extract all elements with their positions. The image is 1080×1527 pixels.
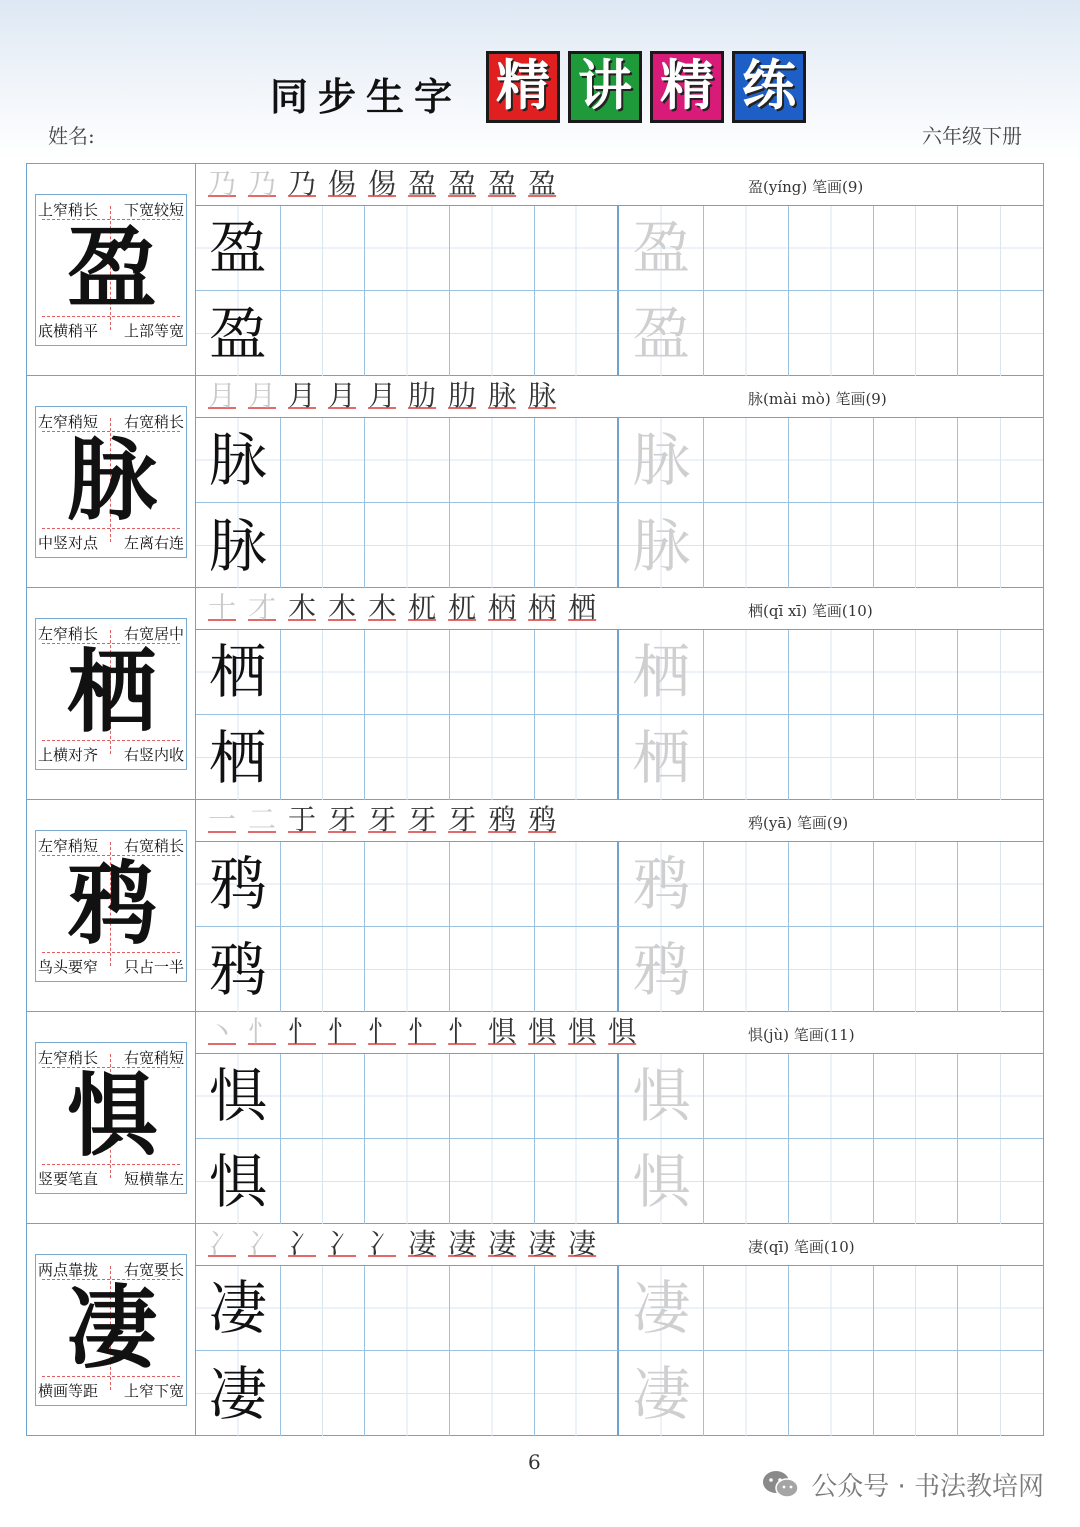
model-character: 凄 xyxy=(208,1359,267,1428)
page-number: 6 xyxy=(528,1450,541,1474)
char-section xyxy=(27,800,1043,1012)
model-character: 鸦 xyxy=(208,935,267,1004)
stroke-step: 月 xyxy=(288,379,317,412)
model-character: 脉 xyxy=(208,511,267,580)
practice-cell[interactable] xyxy=(450,630,535,715)
stroke-order-row xyxy=(196,588,1043,630)
writing-tip: 左窄稍长 xyxy=(38,1049,99,1067)
trace-character: 鸦 xyxy=(632,935,691,1004)
practice-cell[interactable] xyxy=(958,1351,1043,1436)
stroke-step: 月 xyxy=(248,379,277,412)
practice-cell[interactable] xyxy=(789,1266,874,1351)
writing-tip: 上部等宽 xyxy=(123,322,184,340)
writing-tip: 右宽稍短 xyxy=(123,1049,184,1067)
practice-cell[interactable] xyxy=(365,206,450,291)
practice-cell[interactable] xyxy=(281,715,366,800)
stroke-step: 月 xyxy=(208,379,237,412)
practice-cell[interactable] xyxy=(874,1054,959,1139)
stroke-step: 盈 xyxy=(408,167,437,200)
watermark-text: 公众号 · 书法教培网 xyxy=(811,1472,1044,1502)
practice-cell[interactable] xyxy=(281,1139,366,1224)
practice-cell[interactable] xyxy=(450,842,535,927)
practice-cell[interactable] xyxy=(450,291,535,376)
char-section xyxy=(27,164,1043,376)
practice-cell[interactable] xyxy=(281,503,366,588)
stroke-step: 乃 xyxy=(288,167,317,200)
wechat-icon xyxy=(761,1469,801,1501)
stroke-step: 月 xyxy=(328,379,357,412)
practice-cell[interactable] xyxy=(789,291,874,376)
name-label: 姓名: xyxy=(48,124,95,148)
watermark xyxy=(761,1466,1044,1503)
demo-box xyxy=(35,1254,187,1406)
model-character: 栖 xyxy=(208,638,267,706)
page-title: 同步生字 xyxy=(270,75,463,119)
trace-character: 盈 xyxy=(632,214,691,282)
stroke-order-row xyxy=(196,164,1043,206)
stroke-sequence xyxy=(208,1014,636,1050)
practice-cell[interactable] xyxy=(704,1054,789,1139)
writing-tip: 右宽要长 xyxy=(123,1261,184,1279)
writing-tip: 只占一半 xyxy=(123,958,184,976)
practice-cell[interactable] xyxy=(619,927,704,1012)
practice-cell[interactable] xyxy=(196,206,281,291)
practice-cell[interactable] xyxy=(450,503,535,588)
stroke-step: 杌 xyxy=(448,591,477,624)
practice-cell[interactable] xyxy=(874,291,959,376)
stroke-step: 丶 xyxy=(208,1015,237,1048)
writing-tip: 下宽较短 xyxy=(123,201,184,219)
practice-cell[interactable] xyxy=(704,630,789,715)
char-info: 惧(jù) 笔画(11) xyxy=(748,1026,855,1044)
practice-cell[interactable] xyxy=(365,715,450,800)
stroke-step: 冫 xyxy=(248,1227,277,1260)
stroke-step: 忄 xyxy=(368,1015,397,1048)
title-tile: 精 xyxy=(486,51,560,123)
char-section xyxy=(27,1012,1043,1224)
stroke-step: 乃 xyxy=(248,167,277,200)
demo-box xyxy=(35,1042,187,1194)
practice-cell[interactable] xyxy=(958,630,1043,715)
demo-character: 鸦 xyxy=(67,851,157,957)
stroke-step: 栖 xyxy=(568,591,597,624)
practice-cell[interactable] xyxy=(281,291,366,376)
char-info: 盈(yíng) 笔画(9) xyxy=(748,178,864,196)
model-character: 脉 xyxy=(208,426,267,494)
stroke-step: 肋 xyxy=(448,379,477,412)
practice-grid xyxy=(196,842,1043,1012)
practice-cell[interactable] xyxy=(704,291,789,376)
practice-cell[interactable] xyxy=(535,842,620,927)
stroke-step: 惧 xyxy=(528,1015,557,1048)
practice-cell[interactable] xyxy=(281,206,366,291)
trace-character: 脉 xyxy=(632,426,691,494)
practice-cell[interactable] xyxy=(619,503,704,588)
stroke-step: 忄 xyxy=(408,1015,437,1048)
trace-character: 凄 xyxy=(632,1274,691,1342)
demo-character: 盈 xyxy=(67,215,157,321)
stroke-step: 木 xyxy=(328,591,357,624)
practice-cell[interactable] xyxy=(704,503,789,588)
practice-cell[interactable] xyxy=(535,1054,620,1139)
practice-cell[interactable] xyxy=(535,291,620,376)
practice-cell[interactable] xyxy=(196,1266,281,1351)
practice-cell[interactable] xyxy=(704,1266,789,1351)
practice-cell[interactable] xyxy=(619,715,704,800)
practice-cell[interactable] xyxy=(874,715,959,800)
trace-character: 栖 xyxy=(632,723,691,792)
practice-cell[interactable] xyxy=(619,1139,704,1224)
writing-tip: 上窄下宽 xyxy=(123,1382,184,1400)
practice-grid xyxy=(196,1266,1043,1436)
practice-cell[interactable] xyxy=(365,1139,450,1224)
stroke-order-row xyxy=(196,800,1043,842)
practice-cell[interactable] xyxy=(281,842,366,927)
trace-character: 鸦 xyxy=(632,850,691,918)
stroke-step: 冫 xyxy=(368,1227,397,1260)
practice-grid xyxy=(196,206,1043,376)
stroke-step: 肋 xyxy=(408,379,437,412)
practice-cell[interactable] xyxy=(196,418,281,503)
trace-character: 凄 xyxy=(632,1359,691,1428)
practice-cell[interactable] xyxy=(281,927,366,1012)
trace-character: 脉 xyxy=(632,511,691,580)
stroke-step: 凄 xyxy=(568,1227,597,1260)
writing-tip: 左离右连 xyxy=(123,534,184,552)
writing-tip: 左窄稍短 xyxy=(38,837,99,855)
practice-cell[interactable] xyxy=(450,418,535,503)
practice-cell[interactable] xyxy=(535,1139,620,1224)
practice-cell[interactable] xyxy=(874,1351,959,1436)
practice-cell[interactable] xyxy=(958,927,1043,1012)
title-tile: 精 xyxy=(650,51,724,123)
writing-tip: 右宽居中 xyxy=(123,625,184,643)
practice-cell[interactable] xyxy=(535,503,620,588)
practice-cell[interactable] xyxy=(365,842,450,927)
stroke-step: 牙 xyxy=(448,803,477,836)
char-info: 鸦(yā) 笔画(9) xyxy=(748,814,849,832)
writing-tip: 中竖对点 xyxy=(38,534,99,552)
practice-grid xyxy=(196,1054,1043,1224)
char-info: 栖(qī xī) 笔画(10) xyxy=(748,602,873,620)
practice-cell[interactable] xyxy=(958,291,1043,376)
stroke-step: 惧 xyxy=(608,1015,637,1048)
demo-character: 脉 xyxy=(67,427,157,533)
practice-cell[interactable] xyxy=(450,1139,535,1224)
stroke-step: 柄 xyxy=(488,591,517,624)
writing-tip: 右竖内收 xyxy=(123,746,184,764)
practice-cell[interactable] xyxy=(450,206,535,291)
stroke-sequence xyxy=(208,1226,596,1262)
practice-cell[interactable] xyxy=(789,842,874,927)
practice-cell[interactable] xyxy=(958,418,1043,503)
practice-cell[interactable] xyxy=(196,630,281,715)
stroke-step: 一 xyxy=(208,803,237,836)
demo-area xyxy=(27,376,196,587)
practice-cell[interactable] xyxy=(958,715,1043,800)
stroke-step: 盈 xyxy=(528,167,557,200)
char-info: 脉(mài mò) 笔画(9) xyxy=(748,390,887,408)
stroke-step: 月 xyxy=(368,379,397,412)
demo-area xyxy=(27,800,196,1011)
practice-cell[interactable] xyxy=(196,291,281,376)
demo-character: 栖 xyxy=(67,639,157,745)
stroke-step: 㑥 xyxy=(328,167,357,200)
stroke-step: 㑥 xyxy=(368,167,397,200)
practice-cell[interactable] xyxy=(704,1139,789,1224)
practice-cell[interactable] xyxy=(789,927,874,1012)
practice-cell[interactable] xyxy=(535,1351,620,1436)
writing-tip: 短横靠左 xyxy=(123,1170,184,1188)
practice-cell[interactable] xyxy=(789,206,874,291)
practice-cell[interactable] xyxy=(874,630,959,715)
practice-cell[interactable] xyxy=(365,1266,450,1351)
model-character: 鸦 xyxy=(208,850,267,918)
practice-cell[interactable] xyxy=(789,503,874,588)
practice-cell[interactable] xyxy=(704,206,789,291)
demo-area xyxy=(27,1012,196,1223)
stroke-step: 盈 xyxy=(488,167,517,200)
practice-cell[interactable] xyxy=(281,1266,366,1351)
demo-character: 凄 xyxy=(67,1275,157,1381)
practice-cell[interactable] xyxy=(789,1351,874,1436)
practice-cell[interactable] xyxy=(619,1266,704,1351)
practice-cell[interactable] xyxy=(789,715,874,800)
writing-tip: 上窄稍长 xyxy=(38,201,99,219)
practice-cell[interactable] xyxy=(874,1139,959,1224)
practice-cell[interactable] xyxy=(535,418,620,503)
practice-cell[interactable] xyxy=(535,715,620,800)
practice-cell[interactable] xyxy=(450,1054,535,1139)
practice-cell[interactable] xyxy=(365,418,450,503)
practice-cell[interactable] xyxy=(535,927,620,1012)
practice-cell[interactable] xyxy=(874,503,959,588)
practice-cell[interactable] xyxy=(619,418,704,503)
practice-cell[interactable] xyxy=(874,418,959,503)
practice-cell[interactable] xyxy=(958,1054,1043,1139)
stroke-step: 冫 xyxy=(328,1227,357,1260)
stroke-step: 冫 xyxy=(208,1227,237,1260)
practice-cell[interactable] xyxy=(874,206,959,291)
practice-cell[interactable] xyxy=(535,630,620,715)
practice-cell[interactable] xyxy=(450,715,535,800)
model-character: 盈 xyxy=(208,299,267,368)
stroke-step: 鸦 xyxy=(488,803,517,836)
practice-cell[interactable] xyxy=(196,1054,281,1139)
practice-cell[interactable] xyxy=(789,418,874,503)
model-character: 栖 xyxy=(208,723,267,792)
practice-cell[interactable] xyxy=(281,1054,366,1139)
stroke-step: 鸦 xyxy=(528,803,557,836)
stroke-step: 凄 xyxy=(448,1227,477,1260)
writing-tip: 底横稍平 xyxy=(38,322,99,340)
stroke-step: 杌 xyxy=(408,591,437,624)
practice-cell[interactable] xyxy=(958,842,1043,927)
title-tile: 讲 xyxy=(568,51,642,123)
stroke-step: 惧 xyxy=(488,1015,517,1048)
practice-cell[interactable] xyxy=(789,630,874,715)
stroke-step: 盈 xyxy=(448,167,477,200)
stroke-step: 忄 xyxy=(448,1015,477,1048)
model-character: 惧 xyxy=(208,1147,267,1216)
practice-cell[interactable] xyxy=(789,1054,874,1139)
practice-cell[interactable] xyxy=(365,630,450,715)
practice-cell[interactable] xyxy=(535,206,620,291)
practice-cell[interactable] xyxy=(281,1351,366,1436)
stroke-step: 忄 xyxy=(328,1015,357,1048)
writing-tip: 右宽稍长 xyxy=(123,413,184,431)
practice-cell[interactable] xyxy=(196,1351,281,1436)
stroke-step: 凄 xyxy=(408,1227,437,1260)
practice-cell[interactable] xyxy=(704,1351,789,1436)
stroke-step: 二 xyxy=(248,803,277,836)
trace-character: 栖 xyxy=(632,638,691,706)
practice-cell[interactable] xyxy=(365,927,450,1012)
practice-grid xyxy=(196,418,1043,588)
stroke-step: 木 xyxy=(288,591,317,624)
stroke-step: 冫 xyxy=(288,1227,317,1260)
practice-cell[interactable] xyxy=(196,927,281,1012)
model-character: 凄 xyxy=(208,1274,267,1342)
practice-cell[interactable] xyxy=(365,291,450,376)
trace-character: 惧 xyxy=(632,1147,691,1216)
model-character: 盈 xyxy=(208,214,267,282)
practice-cell[interactable] xyxy=(450,1266,535,1351)
stroke-step: 脉 xyxy=(488,379,517,412)
practice-cell[interactable] xyxy=(450,1351,535,1436)
stroke-sequence xyxy=(208,166,556,202)
writing-tip: 左窄稍长 xyxy=(38,625,99,643)
practice-cell[interactable] xyxy=(619,842,704,927)
trace-character: 惧 xyxy=(632,1062,691,1130)
writing-tip: 横画等距 xyxy=(38,1382,99,1400)
practice-cell[interactable] xyxy=(365,1054,450,1139)
demo-box xyxy=(35,406,187,558)
practice-cell[interactable] xyxy=(958,503,1043,588)
stroke-step: 乃 xyxy=(208,167,237,200)
stroke-step: 木 xyxy=(368,591,397,624)
stroke-step: 十 xyxy=(208,591,237,624)
practice-cell[interactable] xyxy=(450,927,535,1012)
practice-cell[interactable] xyxy=(958,1266,1043,1351)
stroke-step: 柄 xyxy=(528,591,557,624)
writing-tip: 上横对齐 xyxy=(38,746,99,764)
writing-tip: 左窄稍短 xyxy=(38,413,99,431)
char-section xyxy=(27,1224,1043,1436)
practice-cell[interactable] xyxy=(196,715,281,800)
practice-cell[interactable] xyxy=(196,842,281,927)
stroke-step: 牙 xyxy=(408,803,437,836)
demo-box xyxy=(35,618,187,770)
title-tile: 练 xyxy=(732,51,806,123)
writing-tip: 右宽稍长 xyxy=(123,837,184,855)
stroke-step: 牙 xyxy=(368,803,397,836)
practice-cell[interactable] xyxy=(619,630,704,715)
char-section xyxy=(27,376,1043,588)
stroke-order-row xyxy=(196,376,1043,418)
title-tiles xyxy=(486,51,806,123)
practice-cell[interactable] xyxy=(535,1266,620,1351)
practice-cell[interactable] xyxy=(619,206,704,291)
practice-sheet xyxy=(26,163,1044,1436)
char-info: 凄(qī) 笔画(10) xyxy=(748,1238,855,1256)
stroke-step: 才 xyxy=(248,591,277,624)
stroke-step: 忄 xyxy=(248,1015,277,1048)
stroke-sequence xyxy=(208,378,556,414)
stroke-order-row xyxy=(196,1224,1043,1266)
practice-cell[interactable] xyxy=(874,927,959,1012)
practice-cell[interactable] xyxy=(619,1351,704,1436)
practice-cell[interactable] xyxy=(704,927,789,1012)
practice-cell[interactable] xyxy=(196,1139,281,1224)
stroke-sequence xyxy=(208,802,556,838)
stroke-step: 于 xyxy=(288,803,317,836)
stroke-step: 脉 xyxy=(528,379,557,412)
practice-cell[interactable] xyxy=(958,1139,1043,1224)
demo-area xyxy=(27,1224,196,1436)
model-character: 惧 xyxy=(208,1062,267,1130)
writing-tip: 两点靠拢 xyxy=(38,1261,99,1279)
writing-tip: 鸟头要窄 xyxy=(38,958,99,976)
demo-area xyxy=(27,164,196,375)
demo-area xyxy=(27,588,196,799)
demo-character: 惧 xyxy=(67,1063,157,1169)
practice-cell[interactable] xyxy=(958,206,1043,291)
practice-cell[interactable] xyxy=(789,1139,874,1224)
practice-cell[interactable] xyxy=(874,842,959,927)
writing-tip: 竖要笔直 xyxy=(38,1170,99,1188)
stroke-step: 忄 xyxy=(288,1015,317,1048)
demo-box xyxy=(35,830,187,982)
trace-character: 盈 xyxy=(632,299,691,368)
practice-cell[interactable] xyxy=(619,291,704,376)
practice-cell[interactable] xyxy=(281,418,366,503)
practice-cell[interactable] xyxy=(619,1054,704,1139)
practice-cell[interactable] xyxy=(704,418,789,503)
stroke-order-row xyxy=(196,1012,1043,1054)
stroke-step: 惧 xyxy=(568,1015,597,1048)
stroke-step: 凄 xyxy=(488,1227,517,1260)
practice-grid xyxy=(196,630,1043,800)
practice-cell[interactable] xyxy=(704,842,789,927)
practice-cell[interactable] xyxy=(874,1266,959,1351)
practice-cell[interactable] xyxy=(704,715,789,800)
practice-cell[interactable] xyxy=(365,503,450,588)
demo-box xyxy=(35,194,187,346)
char-section xyxy=(27,588,1043,800)
stroke-sequence xyxy=(208,590,596,626)
stroke-step: 牙 xyxy=(328,803,357,836)
practice-cell[interactable] xyxy=(281,630,366,715)
stroke-step: 凄 xyxy=(528,1227,557,1260)
practice-cell[interactable] xyxy=(196,503,281,588)
grade-label: 六年级下册 xyxy=(922,124,1022,148)
practice-cell[interactable] xyxy=(365,1351,450,1436)
